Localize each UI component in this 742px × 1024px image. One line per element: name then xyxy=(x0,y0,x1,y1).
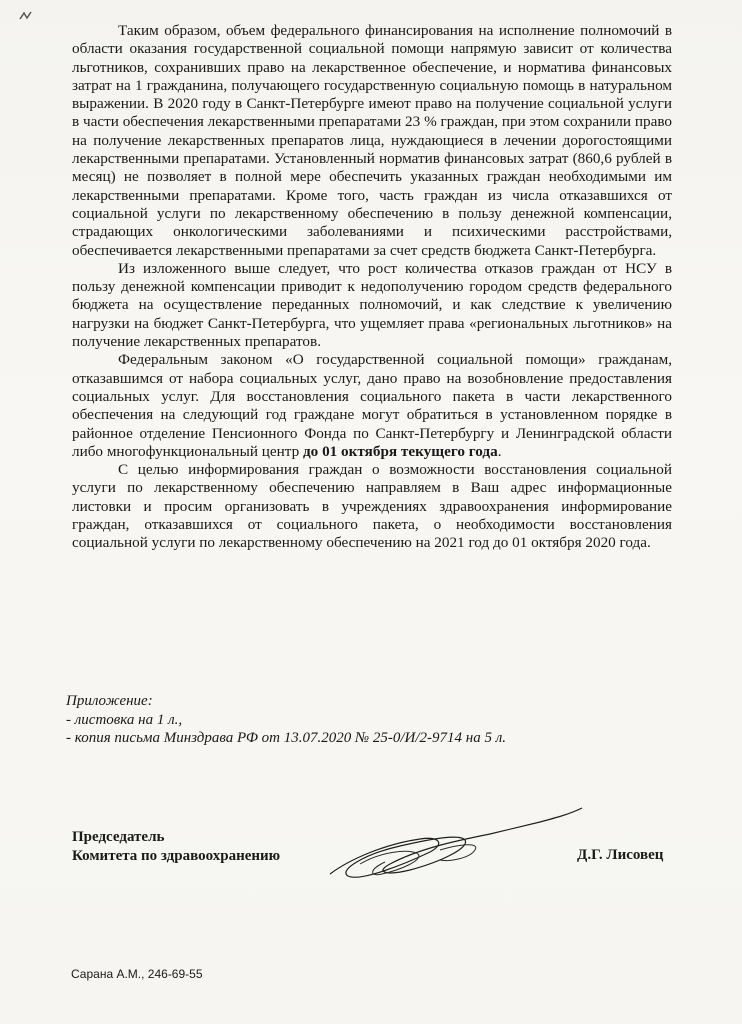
letter-body xyxy=(72,22,672,553)
paragraph-4: С целью информирования граждан о возможности восстановления социальной услуги по лекарственному обеспечению направляем в Ваш адрес информационные листовки и просим организовать в учреждениях здравоохранения информирование граждан, отказавшихся от социального пакета, о необходимости восстановления социальной услуги по лекарственному обеспечению на 2021 год до 01 октября 2020 года. xyxy=(72,461,672,552)
attachment-item: - листовка на 1 л., xyxy=(66,711,183,728)
attachment-item: - копия письма Минздрава РФ от 13.07.2020 № 25-0/И/2-9714 на 5 л. xyxy=(66,730,506,746)
paragraph-3-end: . xyxy=(497,442,502,460)
executor-contact: Сарана А.М., 246-69-55 xyxy=(71,967,203,981)
scan-mark xyxy=(18,10,36,22)
signatory-name: Д.Г. Лисовец xyxy=(577,847,664,863)
paragraph-1: Таким образом, объем федерального финансирования на исполнение полномочий в области оказания государственной социальной помощи напрямую зависит от количества льготников, сохранивших право на лекарственное обеспечение, и норматива финансовых затрат на 1 гражданина, получающего государственную социальную помощь в натуральном выражении. В 2020 году в Санкт-Петербурге имеют право на получение социальной услуги в части обеспечения лекарственными препаратами 23 % граждан, при этом сохранили право на получение лекарственных препаратов лица, нуждающиеся в лечении дорогостоящими лекарственными препаратами. Установленный норматив финансовых затрат (860,6 рублей в месяц) не позволяет в полной мере обеспечить указанных граждан необходимыми им лекарственными препаратами. Кроме того, часть граждан из числа отказавшихся от социальной услуги по лекарственному обеспечению в пользу денежной компенсации, страдающих онкологическими заболеваниями и психическими расстройствами, обеспечивается лекарственными препаратами за счет средств бюджета Санкт-Петербурга. xyxy=(72,22,672,259)
handwritten-signature xyxy=(290,804,590,894)
attachments xyxy=(66,692,626,748)
attachments-heading: Приложение: xyxy=(66,693,153,709)
paragraph-2: Из изложенного выше следует, что рост количества отказов граждан от НСУ в пользу денежной компенсации приводит к недополучению городом средств федерального бюджета на осуществление переданных полномочий, и как следствие к увеличению нагрузки на бюджет Санкт-Петербурга, что ущемляет права «региональных льготников» на получение лекарственных препаратов. xyxy=(72,259,672,351)
paragraph-3 xyxy=(72,351,672,461)
paragraph-3-text: Федеральным законом «О государственной социальной помощи» гражданам, отказавшимся от набора социальных услуг, дано право на возобновление предоставления социальных услуг. Для восстановления социального пакета в части лекарственного обеспечения на следующий год граждане могут обратиться в установленном порядке в районное отделение Пенсионного Фонда по Санкт-Петербургу и Ленинградской области либо многофункциональный центр xyxy=(72,351,672,460)
signatory-position xyxy=(72,828,280,865)
position-line-2: Комитета по здравоохранению xyxy=(72,847,281,864)
deadline-text: до 01 октября текущего года xyxy=(303,442,498,460)
position-line-1: Председатель xyxy=(72,829,165,845)
